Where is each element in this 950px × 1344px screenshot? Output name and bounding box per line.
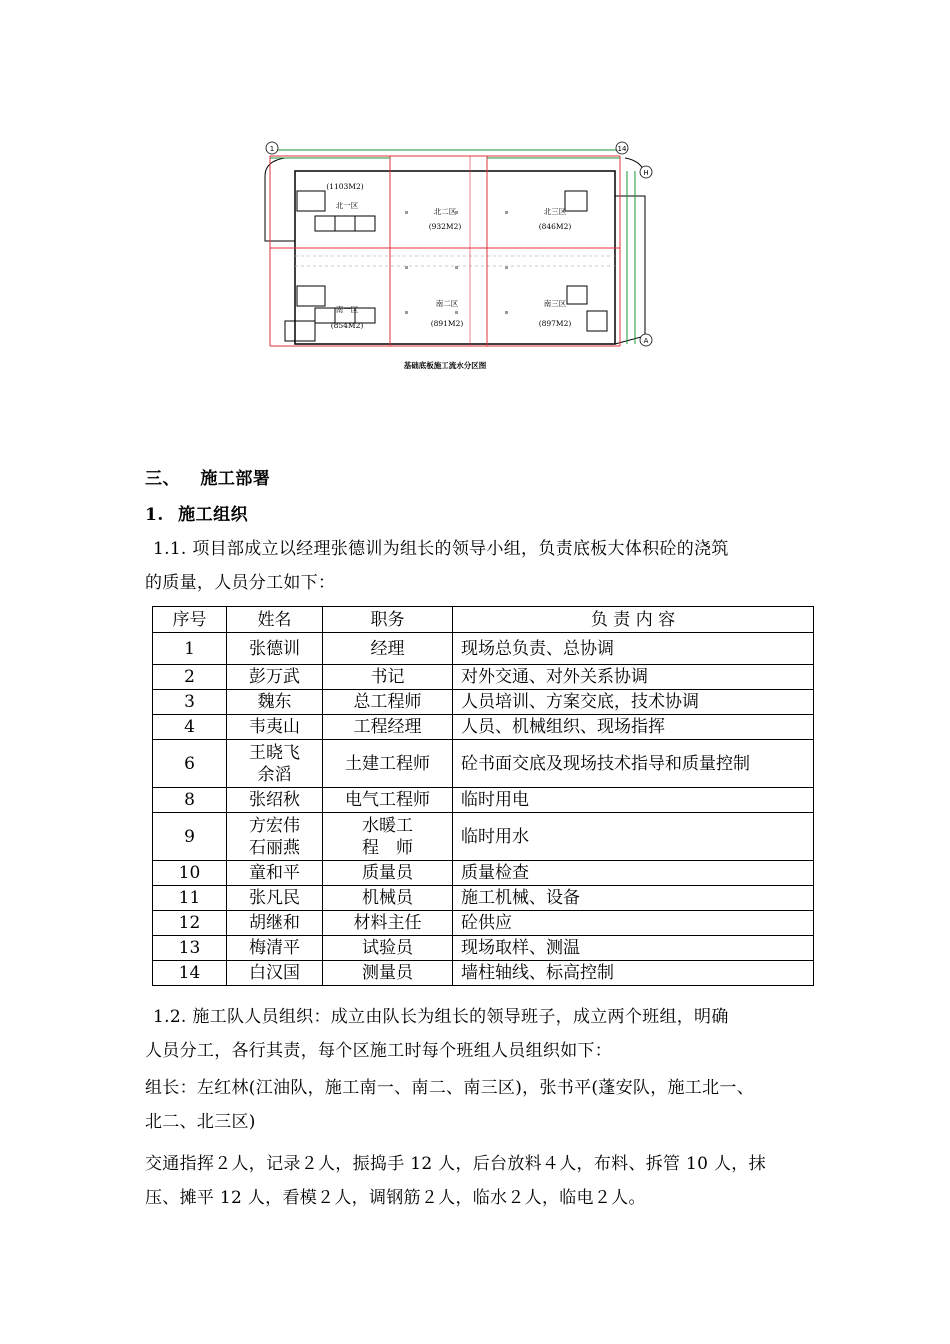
cell-no [153,911,227,936]
cell-duty-line: 机械员 [362,888,413,908]
paragraph-line: 组长：左红林(江油队，施工南一、南二、南三区)，张书平(蓬安队，施工北一、 [145,1078,754,1098]
section-number: 三、 [145,469,180,489]
cell-name [227,813,323,861]
cell-duty-line: 质量员 [362,863,413,883]
cell-name [227,740,323,788]
cell-name-line: 张绍秋 [249,790,300,810]
paragraph-line: 1.1. 项目部成立以经理张德训为组长的领导小组，负责底板大体积砼的浇筑 [153,539,729,559]
cell-no-line: 13 [178,938,201,958]
subsection-title: 施工组织 [178,505,249,525]
cell-no-line: 4 [184,717,195,737]
cell-content-line: 现场取样、测温 [461,938,580,958]
cell-no [153,690,227,715]
cell-duty [323,886,453,911]
cell-content-line: 临时用水 [461,826,529,847]
cell-name-line: 余滔 [257,764,292,785]
cell-name-line: 方宏伟 [249,815,300,836]
subsection-heading [145,500,248,525]
cell-no [153,633,227,665]
col-header-name: 姓名 [227,607,323,633]
zone-name: 南二区 [435,299,459,308]
cell-content-line: 墙柱轴线、标高控制 [461,963,614,983]
cell-name [227,936,323,961]
cell-duty [323,740,453,788]
zone-name: 北三区 [543,207,567,216]
zone-area: (1103M2) [326,182,364,191]
cell-name [227,633,323,665]
cell-content [453,788,814,813]
cell-no-line: 10 [178,863,201,883]
table-row [153,665,814,690]
paragraph-line: 压、摊平 12 人，看模２人，调钢筋２人，临水２人，临电２人。 [145,1188,646,1208]
left-curve [265,158,285,176]
cell-content [453,861,814,886]
cell-content [453,936,814,961]
cell-duty-line: 经理 [370,638,405,659]
cell-no [153,740,227,788]
cell-name-line: 白汉国 [249,963,300,983]
cell-name [227,886,323,911]
cell-duty-line: 总工程师 [353,692,422,712]
paragraph-line: 1.2. 施工队人员组织：成立由队长为组长的领导班子，成立两个班组，明确 [153,1007,729,1027]
cell-content-line: 砼书面交底及现场技术指导和质量控制 [461,753,750,774]
zone-name: 北二区 [433,207,457,216]
cell-content-line: 施工机械、设备 [461,888,580,908]
cell-duty-line: 书记 [370,667,405,687]
cell-duty-line: 电气工程师 [345,790,430,810]
table-row [153,715,814,740]
cell-name-line: 胡继和 [249,913,300,933]
col-header-content: 负 责 内 容 [453,607,814,633]
table-row [153,861,814,886]
paragraph-line: 的质量，人员分工如下： [145,573,336,593]
cell-duty [323,788,453,813]
cell-name [227,665,323,690]
cell-content [453,665,814,690]
col-header-no: 序号 [153,607,227,633]
cell-name-line: 魏东 [257,692,292,712]
table-row [153,813,814,861]
cell-name [227,788,323,813]
cell-duty-line: 材料主任 [353,913,422,933]
cell-name [227,961,323,986]
cell-no-line: 11 [178,888,201,908]
zone-name: 南一区 [335,305,359,314]
cell-content [453,740,814,788]
table-header-row [153,607,814,633]
cell-name [227,911,323,936]
cell-no-line: 9 [184,826,195,847]
cell-content [453,715,814,740]
cell-duty [323,633,453,665]
axis-right-label: 14 [617,145,627,153]
table-row [153,740,814,788]
cell-name-line: 梅清平 [249,938,300,958]
cell-name-line: 张凡民 [249,888,300,908]
zone-area: (846M2) [538,222,572,231]
cell-duty [323,911,453,936]
cell-duty-line: 土建工程师 [345,753,430,774]
paragraph-1 [145,532,825,600]
cell-name-line: 彭万武 [249,667,300,687]
cell-name [227,715,323,740]
cell-duty [323,861,453,886]
subsection-number: 1. [145,505,164,525]
cell-content-line: 人员培训、方案交底，技术协调 [461,692,699,712]
cell-name-line: 石丽燕 [249,837,300,858]
zone-name: 南三区 [543,299,567,308]
table-row [153,911,814,936]
cell-no [153,715,227,740]
paragraph-line: 交通指挥２人，记录２人，振捣手 12 人，后台放料４人，布料、拆管 10 人，抹 [145,1154,766,1174]
cell-content [453,813,814,861]
cell-no-line: 2 [184,667,195,687]
cell-content-line: 质量检查 [461,863,529,883]
cell-content-line: 现场总负责、总协调 [461,638,614,659]
axis-top-label: H [643,169,649,177]
cell-content [453,633,814,665]
axis-left-label: 1 [269,145,275,153]
cell-content-line: 砼供应 [461,913,512,933]
cell-content [453,886,814,911]
cell-duty [323,715,453,740]
cell-no-line: 3 [184,692,195,712]
cell-no [153,665,227,690]
table-row [153,936,814,961]
cell-content-line: 人员、机械组织、现场指挥 [461,717,665,737]
cell-content [453,911,814,936]
cell-no [153,936,227,961]
cell-duty [323,961,453,986]
paragraph-3 [145,1071,825,1139]
cell-no [153,961,227,986]
cell-no-line: 1 [184,638,195,659]
drawing-caption: 基础底板施工流水分区图 [403,361,487,370]
paragraph-4 [145,1147,825,1215]
cell-duty-line: 工程经理 [353,717,422,737]
table-row [153,886,814,911]
zone-area: (891M2) [430,319,464,328]
staff-table [152,606,814,986]
table-row [153,961,814,986]
table-row [153,633,814,665]
cell-name-line: 韦夷山 [249,717,300,737]
table-row [153,788,814,813]
cell-no [153,861,227,886]
cell-duty-line: 试验员 [362,938,413,958]
paragraph-line: 北二、北三区) [145,1112,256,1132]
cell-duty [323,665,453,690]
cell-duty [323,813,453,861]
cell-no [153,886,227,911]
cell-no-line: 12 [178,913,201,933]
cell-duty-line: 测量员 [362,963,413,983]
cell-no [153,788,227,813]
cell-duty [323,936,453,961]
paragraph-2 [145,1000,825,1068]
section-heading [145,464,270,489]
col-header-duty: 职务 [323,607,453,633]
zone-name: 北一区 [335,201,359,210]
cell-duty-line: 水暖工 [362,815,413,836]
cell-no-line: 8 [184,790,195,810]
cell-name [227,861,323,886]
zone-area: (932M2) [428,222,462,231]
zone-area: (854M2) [330,321,364,330]
cell-no-line: 14 [178,963,201,983]
cell-no [153,813,227,861]
cell-content-line: 临时用电 [461,790,529,810]
cell-content-line: 对外交通、对外关系协调 [461,667,648,687]
paragraph-line: 人员分工，各行其责，每个区施工时每个班组人员组织如下： [145,1041,613,1061]
cell-content [453,690,814,715]
cell-no-line: 6 [184,753,195,774]
cell-name-line: 童和平 [249,863,300,883]
axis-bottom-label: A [643,337,649,345]
table-row [153,690,814,715]
section-title: 施工部署 [200,469,271,489]
cell-name-line: 王晓飞 [249,742,300,763]
cell-name-line: 张德训 [249,638,300,659]
cell-content [453,961,814,986]
cell-name [227,690,323,715]
cell-duty [323,690,453,715]
cell-duty-line: 程 师 [362,837,413,858]
zoning-drawing [255,136,655,376]
zone-area: (897M2) [538,319,572,328]
